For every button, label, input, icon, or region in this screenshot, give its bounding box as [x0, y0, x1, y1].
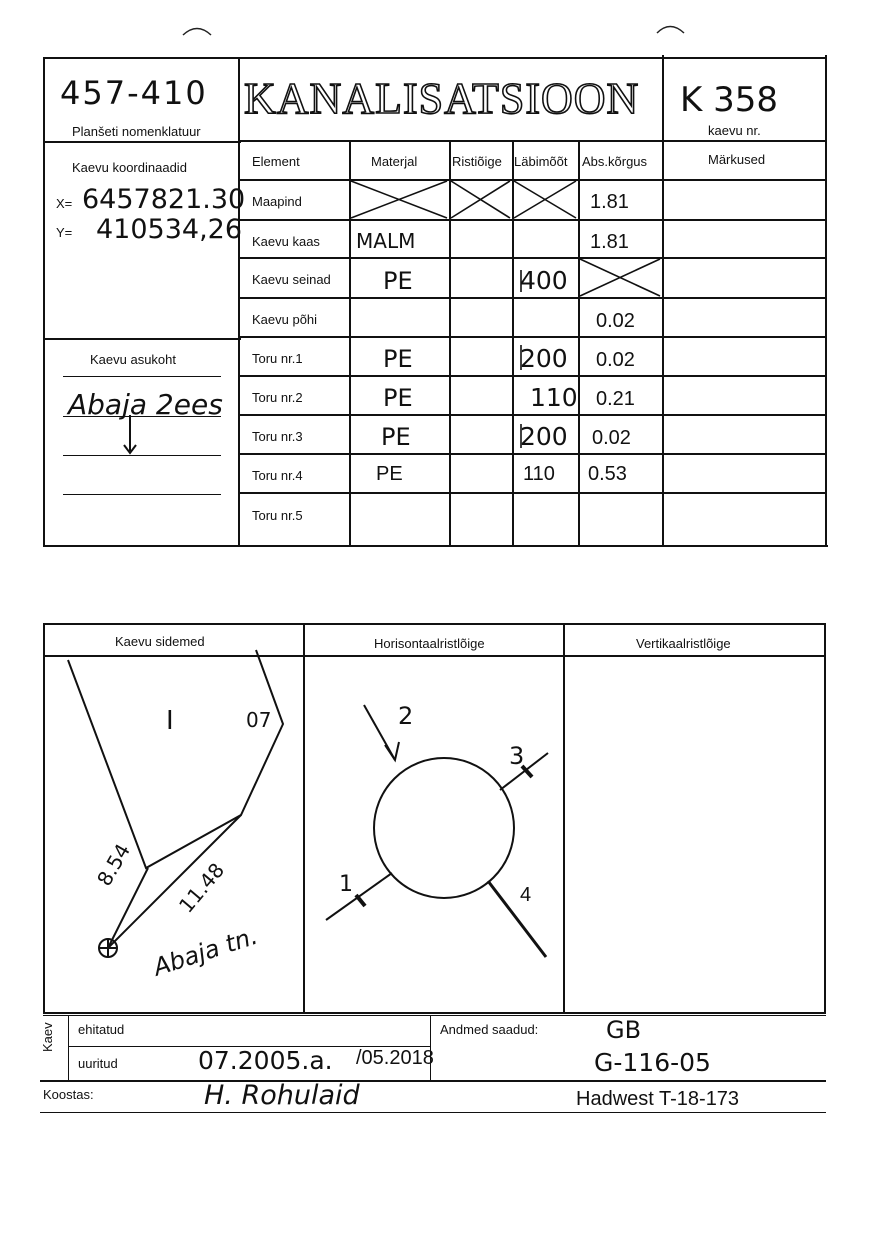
links-street-name: Abaja tn.	[150, 921, 262, 982]
col-header-remarks: Märkused	[708, 152, 766, 167]
surveyed-value: 07.2005.a.	[198, 1046, 333, 1075]
row-material: PE	[381, 423, 411, 451]
row-diameter: 400	[520, 266, 568, 295]
pipe-label-1: 1	[339, 872, 353, 897]
data-source-value-1: GB	[606, 1016, 642, 1044]
row-element: Kaevu kaas	[252, 234, 320, 249]
row-diameter: 200	[520, 344, 568, 373]
links-distance-1: 8.54	[92, 839, 136, 890]
compiled-value: H. Rohulaid	[204, 1080, 360, 1111]
row-element: Kaevu põhi	[252, 312, 318, 327]
pipe-label-4: 4	[520, 884, 532, 906]
location-value: Abaja 2ees	[68, 388, 223, 421]
links-distance-2: 11.48	[174, 858, 230, 918]
col-header-element: Element	[252, 154, 300, 169]
nomenclature-value: 457-410	[60, 74, 208, 112]
compiled-label: Koostas:	[43, 1087, 94, 1102]
row-abs-height: 0.02	[596, 310, 635, 332]
coordinates-x-value: 6457821.30	[82, 184, 246, 215]
surveyed-label: uuritud	[78, 1056, 118, 1071]
row-abs-height: 0.02	[596, 349, 635, 371]
row-element: Toru nr.4	[252, 468, 303, 483]
col-header-diameter: Läbimõõt	[514, 154, 568, 169]
row-element: Toru nr.1	[252, 351, 303, 366]
row-abs-height: 1.81	[590, 231, 629, 253]
coordinates-label: Kaevu koordinaadid	[72, 160, 187, 175]
row-diameter: 110	[523, 463, 555, 485]
row-element: Toru nr.2	[252, 390, 303, 405]
col-header-abs-height: Abs.kõrgus	[582, 154, 648, 169]
links-label-i: I	[166, 706, 174, 736]
side-label: Kaev	[40, 1022, 55, 1052]
row-element: Kaevu seinad	[252, 272, 331, 287]
vertical-section-title: Vertikaalristlõige	[636, 636, 731, 651]
row-element: Toru nr.5	[252, 508, 303, 523]
form-title: KANALISATSIOON	[244, 74, 640, 123]
row-diameter: 200	[520, 422, 568, 451]
pipe-label-2: 2	[398, 702, 414, 730]
row-element: Maapind	[252, 194, 302, 209]
row-abs-height: 1.81	[590, 191, 629, 213]
row-material: PE	[383, 384, 413, 412]
row-abs-height: 0.02	[592, 427, 631, 449]
row-abs-height: 0.21	[596, 388, 635, 410]
coordinates-y-value: 410534,26	[96, 214, 243, 245]
well-number-label: kaevu nr.	[708, 123, 761, 138]
horizontal-section-title: Horisontaalristlõige	[374, 636, 485, 651]
reference-number: Hadwest T-18-173	[576, 1088, 740, 1110]
row-material: MALM	[356, 229, 416, 253]
well-number-value: K 358	[680, 80, 778, 120]
location-label: Kaevu asukoht	[90, 352, 177, 367]
data-source-value-2: G-116-05	[594, 1048, 711, 1077]
row-abs-height: 0.53	[588, 463, 627, 485]
row-element: Toru nr.3	[252, 429, 303, 444]
data-source-label: Andmed saadud:	[440, 1022, 539, 1037]
row-material: PE	[383, 345, 413, 373]
col-header-material: Materjal	[371, 154, 418, 169]
links-title: Kaevu sidemed	[115, 634, 205, 649]
row-material: PE	[376, 463, 403, 485]
pipe-label-3: 3	[509, 742, 525, 770]
coordinates-x-label: X=	[56, 196, 73, 211]
nomenclature-label: Planšeti nomenklatuur	[72, 124, 201, 139]
row-material: PE	[383, 267, 413, 295]
surveyed-update: /05.2018	[356, 1047, 434, 1069]
row-diameter: 110	[530, 383, 578, 412]
links-label-07: 07	[246, 708, 272, 732]
built-label: ehitatud	[78, 1022, 125, 1037]
coordinates-y-label: Y=	[56, 225, 73, 240]
col-header-cross-section: Ristiõige	[452, 154, 502, 169]
